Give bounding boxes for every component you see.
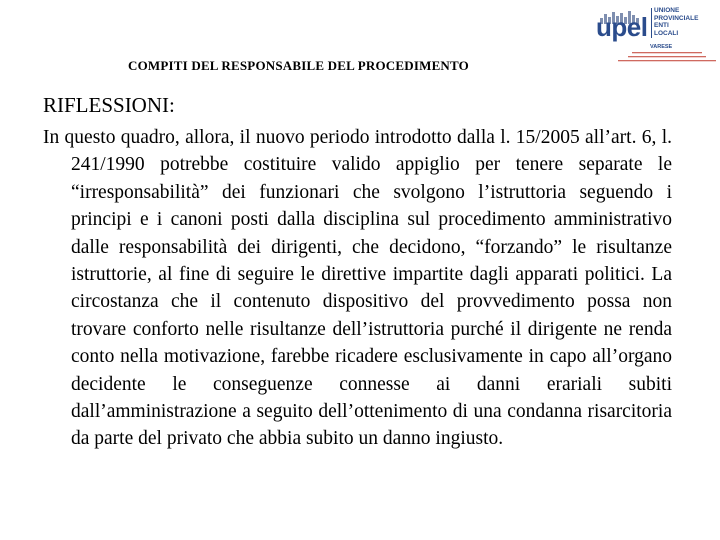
logo-divider [651,8,652,38]
logo-address-lines [616,51,718,67]
upel-logo [596,4,718,68]
logo-wordmark: upel [596,12,648,42]
logo-line: LOCALI [654,29,679,37]
section-heading: RIFLESSIONI: [43,93,175,117]
logo-line: UNIONE [654,7,680,14]
logo-subtitle [654,7,698,37]
body-paragraph: In questo quadro, allora, il nuovo periodo introdotto dalla l. 15/2005 all’art. 6, l. 241/1990 potrebbe costituire valido appiglio per tenere separate le “irresponsabilità” dei funzionari che svolgono l’istruttoria seguendo i principi e i canoni posti dalla disciplina sul procedimento amministrativo dalle responsabilità dei dirigenti, che decidono, “forzando” le risultanze istruttorie, al fine di seguire le direttive impartite dagli apparati politici. La circostanza che il contenuto dispositivo del provvedimento possa non trovare conforto nelle risultanze dell’istruttoria purché il dirigente ne renda conto nella motivazione, farebbe ricadere esclusivamente in capo all’organo decidente le conseguenze connesse ai danni erariali subiti dall’amministrazione a seguito dell’ottenimento di una condanna risarcitoria da parte del privato che abbia subito un danno ingiusto. [43,127,672,450]
slide-title: COMPITI DEL RESPONSABILE DEL PROCEDIMENTO [128,58,469,73]
logo-line: PROVINCIALE [654,14,699,22]
logo-line: ENTI [654,22,669,30]
logo-city: VARESE [650,44,673,50]
